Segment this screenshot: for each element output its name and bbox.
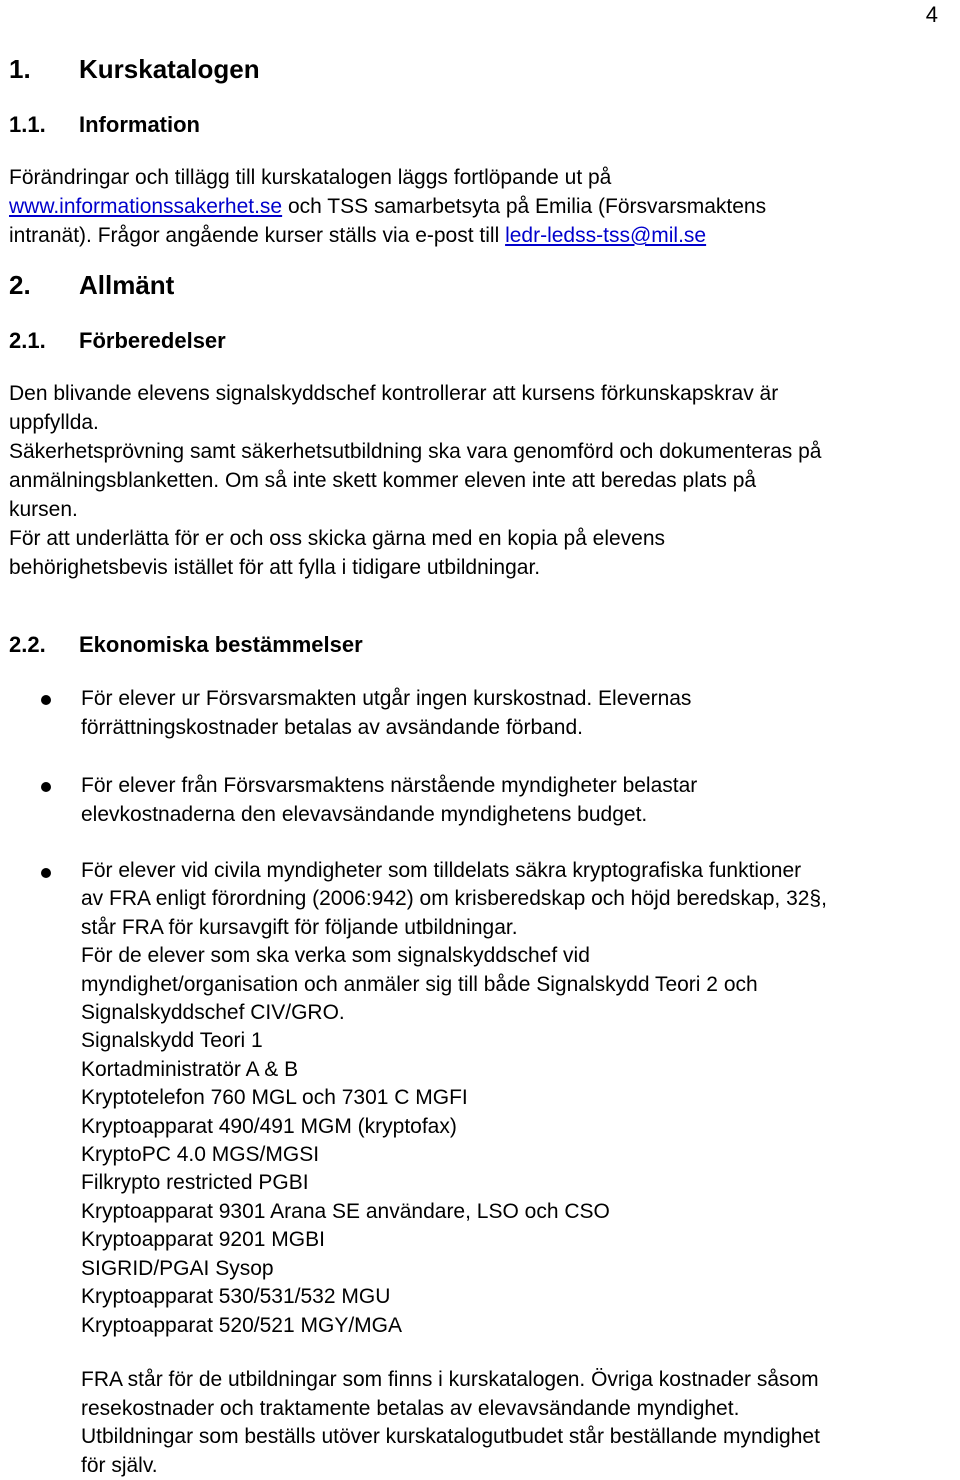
list-line: av FRA enligt förordning (2006:942) om krisberedskap och höjd beredskap, 32§,: [81, 885, 956, 913]
email-link[interactable]: ledr-ledss-tss@mil.se: [505, 224, 706, 247]
heading-title: Ekonomiska bestämmelser: [79, 632, 363, 657]
course-item: Kryptoapparat 530/531/532 MGU: [81, 1283, 956, 1311]
heading-title: Allmänt: [79, 270, 174, 300]
heading-kurskatalogen: [9, 54, 260, 85]
paragraph-line: kursen.: [9, 495, 954, 524]
course-item: SIGRID/PGAI Sysop: [81, 1255, 956, 1283]
paragraph-line: behörighetsbevis istället för att fylla i tidigare utbildningar.: [9, 553, 954, 582]
page-number: 4: [926, 2, 938, 28]
paragraph-line: [9, 221, 954, 250]
course-item: Kryptoapparat 520/521 MGY/MGA: [81, 1312, 956, 1340]
list-line: förrättningskostnader betalas av avsändande förband.: [81, 713, 956, 742]
paragraph-line: anmälningsblanketten. Om så inte skett kommer eleven inte att beredas plats på: [9, 466, 954, 495]
bullet-item-civila-myndigheter: [81, 857, 956, 1340]
paragraph-line: för själv.: [81, 1452, 956, 1480]
course-item: Signalskydd Teori 1: [81, 1027, 956, 1055]
paragraph-line: För att underlätta för er och oss skicka gärna med en kopia på elevens: [9, 524, 954, 553]
heading-number: 1.: [9, 54, 79, 85]
course-item: Kryptoapparat 9201 MGBI: [81, 1226, 956, 1254]
heading-number: 1.1.: [9, 112, 79, 138]
bullet-icon: [41, 695, 51, 705]
heading-number: 2.: [9, 270, 79, 301]
paragraph-text: och TSS samarbetsyta på Emilia (Försvarsmaktens: [282, 195, 766, 218]
heading-title: Information: [79, 112, 200, 137]
course-item: Filkrypto restricted PGBI: [81, 1169, 956, 1197]
list-line: För de elever som ska verka som signalskyddschef vid: [81, 942, 956, 970]
list-line: Signalskyddschef CIV/GRO.: [81, 999, 956, 1027]
paragraph-line: resekostnader och traktamente betalas av elevavsändande myndighet.: [81, 1395, 956, 1424]
heading-title: Kurskatalogen: [79, 54, 260, 84]
list-line: står FRA för kursavgift för följande utbildningar.: [81, 914, 956, 942]
list-line: För elever vid civila myndigheter som tilldelats säkra kryptografiska funktioner: [81, 857, 956, 885]
list-line: elevkostnaderna den elevavsändande myndighetens budget.: [81, 800, 956, 829]
heading-information: [9, 112, 200, 138]
paragraph-line: [9, 192, 954, 221]
forberedelser-paragraph: [9, 379, 954, 582]
list-line: För elever från Försvarsmaktens närstående myndigheter belastar: [81, 771, 956, 800]
course-item: KryptoPC 4.0 MGS/MGSI: [81, 1141, 956, 1169]
information-paragraph: [9, 163, 954, 250]
paragraph-text: intranät). Frågor angående kurser ställs via e-post till: [9, 224, 505, 247]
heading-number: 2.1.: [9, 328, 79, 354]
paragraph-line: Säkerhetsprövning samt säkerhetsutbildning ska vara genomförd och dokumenteras på: [9, 437, 954, 466]
list-line: För elever ur Försvarsmakten utgår ingen kurskostnad. Elevernas: [81, 684, 956, 713]
paragraph-line: uppfyllda.: [9, 408, 954, 437]
paragraph-line: Den blivande elevens signalskyddschef kontrollerar att kursens förkunskapskrav är: [9, 379, 954, 408]
heading-ekonomiska-bestammelser: [9, 632, 363, 658]
paragraph-line: Utbildningar som beställs utöver kurskatalogutbudet står beställande myndighet: [81, 1423, 956, 1452]
bullet-icon: [41, 868, 51, 878]
bullet-item-narstaende-myndigheter: [81, 771, 956, 829]
heading-title: Förberedelser: [79, 328, 226, 353]
closing-paragraph: [81, 1366, 956, 1480]
heading-number: 2.2.: [9, 632, 79, 658]
paragraph-line: Förändringar och tillägg till kurskatalogen läggs fortlöpande ut på: [9, 163, 954, 192]
course-item: Kryptotelefon 760 MGL och 7301 C MGFI: [81, 1084, 956, 1112]
bullet-icon: [41, 782, 51, 792]
website-link[interactable]: www.informationssakerhet.se: [9, 195, 282, 218]
course-item: Kortadministratör A & B: [81, 1056, 956, 1084]
course-item: Kryptoapparat 9301 Arana SE användare, LSO och CSO: [81, 1198, 956, 1226]
course-item: Kryptoapparat 490/491 MGM (kryptofax): [81, 1113, 956, 1141]
heading-allmant: [9, 270, 174, 301]
bullet-item-forsvarsmakten: [81, 684, 956, 742]
heading-forberedelser: [9, 328, 226, 354]
list-line: myndighet/organisation och anmäler sig till både Signalskydd Teori 2 och: [81, 971, 956, 999]
paragraph-line: FRA står för de utbildningar som finns i kurskatalogen. Övriga kostnader såsom: [81, 1366, 956, 1395]
